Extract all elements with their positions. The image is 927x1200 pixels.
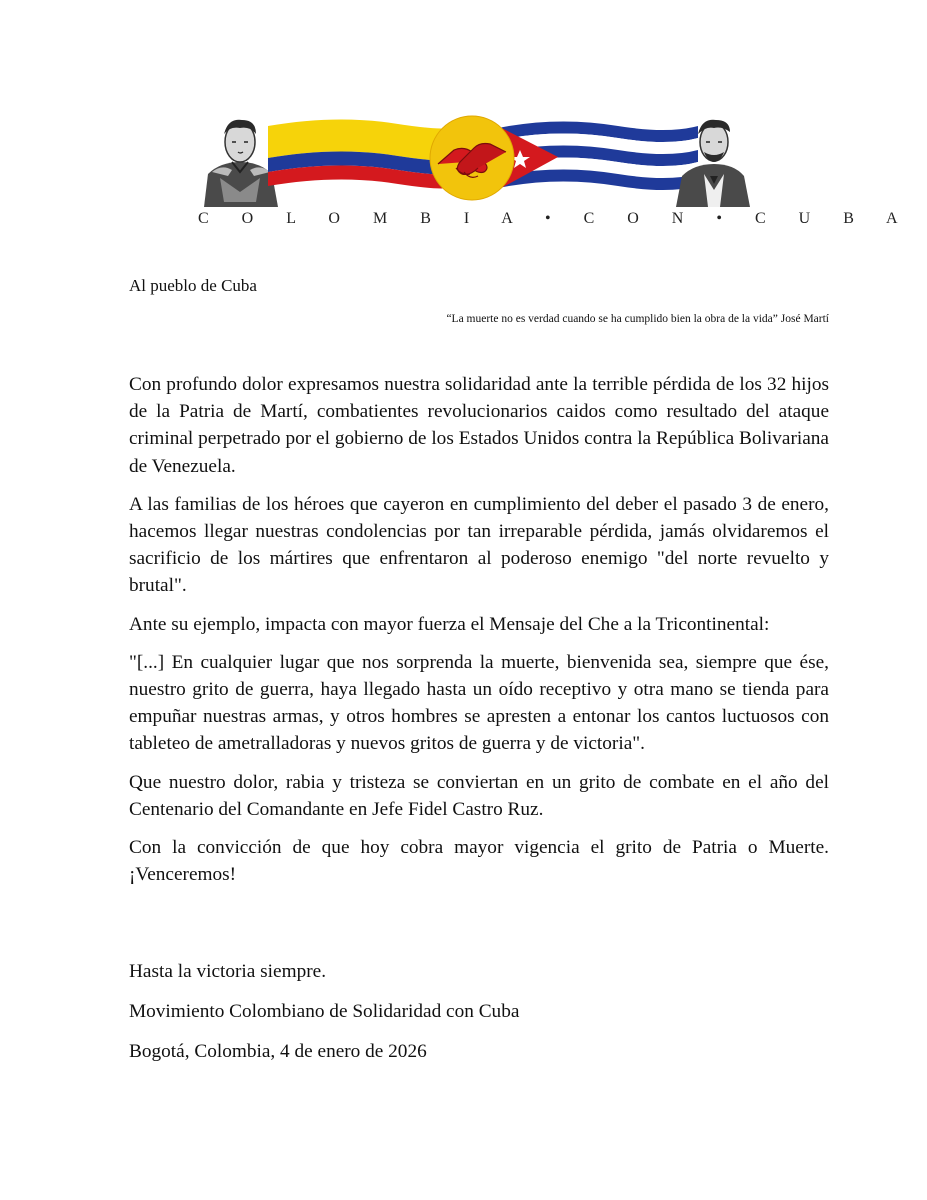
closing-phrase: Hasta la victoria siempre. (129, 961, 327, 982)
letter-closing (129, 958, 519, 1078)
paragraph: Con la convicción de que hoy cobra mayor vigencia el grito de Patria o Muerte. ¡Venceremos! (129, 837, 829, 886)
colombia-flag (268, 119, 448, 188)
banner-graphic (198, 112, 758, 212)
bolivar-portrait (204, 120, 278, 207)
signature: Movimiento Colombiano de Solidaridad con Cuba (129, 1001, 520, 1022)
paragraph: A las familias de los héroes que cayeron en cumplimiento del deber el pasado 3 de enero, hacemos llegar nuestras condolencias por tan irreparable pérdida, jamás olvidaremos el sacrificio de los mártires que enfrentaron al poderoso enemigo "del norte revuelto y brutal". (129, 493, 829, 597)
paragraph: Ante su ejemplo, impacta con mayor fuerza el Mensaje del Che a la Tricontinental: (129, 613, 770, 635)
colombia-con-cuba-banner (198, 112, 913, 232)
place-date: Bogotá, Colombia, 4 de enero de 2026 (129, 1041, 427, 1062)
paragraph: Que nuestro dolor, rabia y tristeza se conviertan en un grito de combate en el año del Centenario del Comandante en Jefe Fidel Castro Ruz. (129, 771, 829, 820)
cuba-flag (494, 121, 698, 192)
epigraph-quote: “La muerte no es verdad cuando se ha cumplido bien la obra de la vida” José Martí (446, 313, 829, 325)
paragraph-quote: "[...] En cualquier lugar que nos sorprenda la muerte, bienvenida sea, siempre que ése, nuestro grito de guerra, haya llegado hasta un oído receptivo y otra mano se tienda para empuñar nuestras armas, y otros hombres se apresten a entonar los cantos luctuosos con tableteo de ametralladoras y nuevos gritos de guerra y de victoria". (129, 651, 829, 755)
banner-caption: C O L O M B I A • C O N • C U B A (198, 210, 913, 227)
salutation: Al pueblo de Cuba (129, 276, 257, 295)
letter-body (129, 371, 829, 899)
handshake-emblem (430, 116, 514, 200)
paragraph: Con profundo dolor expresamos nuestra solidaridad ante la terrible pérdida de los 32 hijos de la Patria de Martí, combatientes revolucionarios caidos como resultado del ataque criminal perpetrado por el gobierno de los Estados Unidos contra la República Bolivariana de Venezuela. (129, 374, 829, 477)
